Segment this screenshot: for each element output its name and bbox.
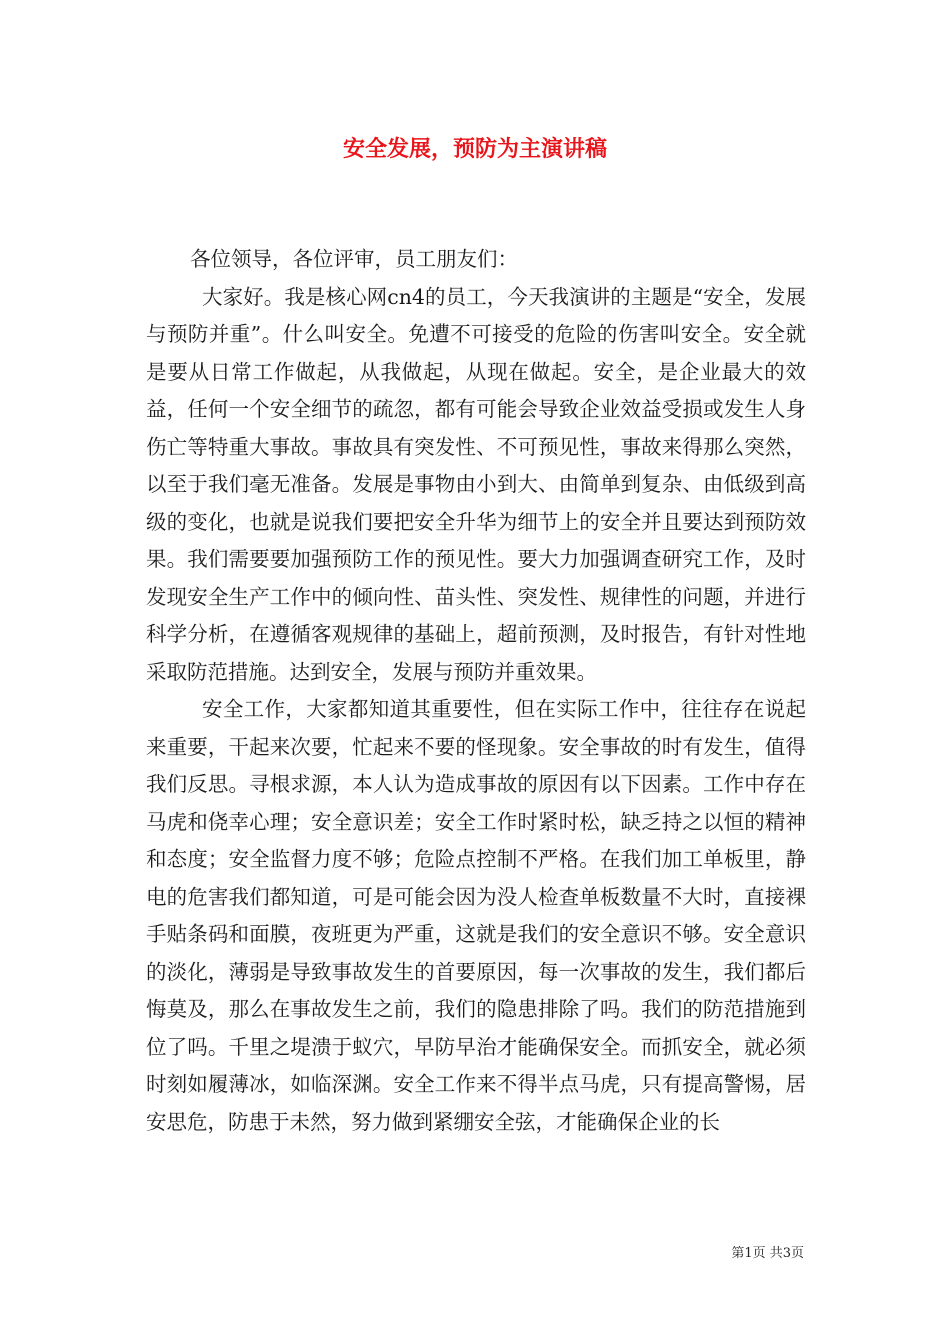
document-body — [146, 241, 806, 1141]
body-paragraph-2: 安全工作，大家都知道其重要性，但在实际工作中，往往存在说起来重要，干起来次要，忙起来不要的怪现象。安全事故的时有发生，值得我们反思。寻根求源，本人认为造成事故的原因有以下因素。工作中存在马虎和侥幸心理；安全意识差；安全工作时紧时松，缺乏持之以恒的精神和态度；安全监督力度不够；危险点控制不严格。在我们加工单板里，静电的危害我们都知道，可是可能会因为没人检查单板数量不大时，直接裸手贴条码和面膜，夜班更为严重，这就是我们的安全意识不够。安全意识的淡化，薄弱是导致事故发生的首要原因，每一次事故的发生，我们都后悔莫及，那么在事故发生之前，我们的隐患排除了吗。我们的防范措施到位了吗。千里之堤溃于蚁穴，早防早治才能确保安全。而抓安全，就必须时刻如履薄冰，如临深渊。安全工作来不得半点马虎，只有提高警惕，居安思危，防患于未然，努力做到紧绷安全弦，才能确保企业的长 — [146, 697, 806, 1134]
page-number: 第1页 共3页 — [731, 1246, 804, 1261]
greeting-paragraph: 各位领导，各位评审，员工朋友们： — [190, 247, 518, 271]
document-title: 安全发展，预防为主演讲稿 — [342, 136, 607, 162]
body-paragraph-1: 大家好。我是核心网cn4的员工，今天我演讲的主题是“安全，发展与预防并重”。什么叫安全。免遭不可接受的危险的伤害叫安全。安全就是要从日常工作做起，从我做起，从现在做起。安全，是企业最大的效益，任何一个安全细节的疏忽，都有可能会导致企业效益受损或发生人身伤亡等特重大事故。事故具有突发性、不可预见性，事故来得那么突然，以至于我们毫无准备。发展是事物由小到大、由简单到复杂、由低级到高级的变化，也就是说我们要把安全升华为细节上的安全并且要达到预防效果。我们需要要加强预防工作的预见性。要大力加强调查研究工作，及时发现安全生产工作中的倾向性、苗头性、突发性、规律性的问题，并进行科学分析，在遵循客观规律的基础上，超前预测，及时报告，有针对性地采取防范措施。达到安全，发展与预防并重效果。 — [146, 284, 806, 684]
